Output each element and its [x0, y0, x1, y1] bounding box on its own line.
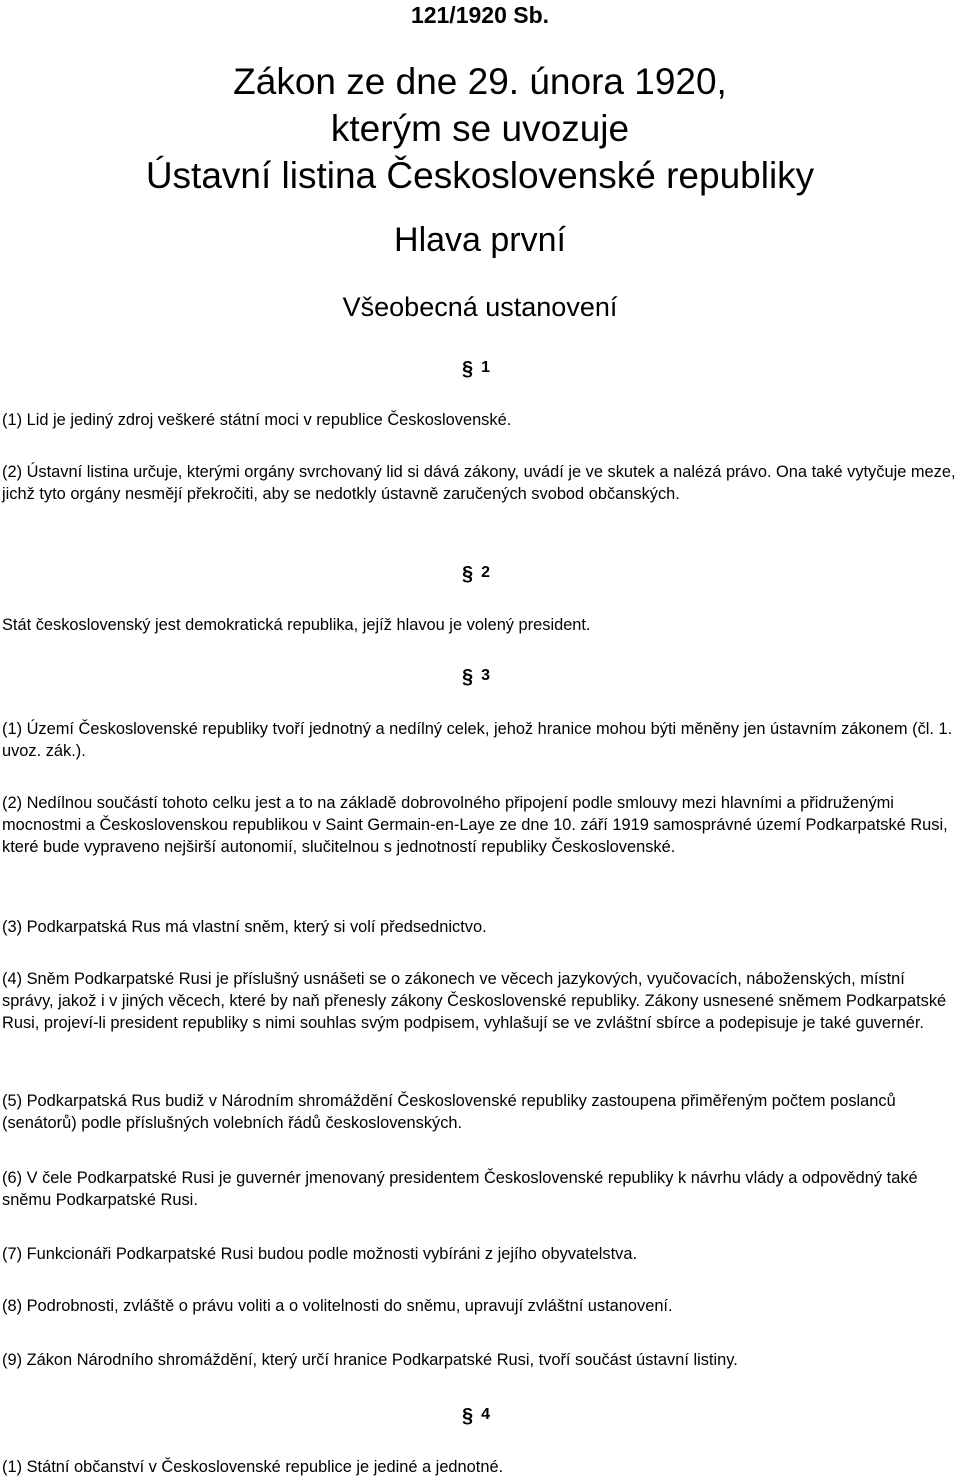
paragraph: (3) Podkarpatská Rus má vlastní sněm, který si volí předsednictvo.: [2, 918, 487, 936]
paragraph: (8) Podrobnosti, zvláště o právu voliti a o volitelnosti do sněmu, upravují zvláštní ustanovení.: [2, 1297, 673, 1315]
title-line: Zákon ze dne 29. února 1920,: [233, 61, 727, 102]
paragraph: (5) Podkarpatská Rus budiž v Národním shromáždění Československé republiky zastoupena přiměřeným počtem poslanců (senátorů) podle příslušných volebních řádů československých.: [2, 1092, 896, 1132]
section-heading-1: [462, 358, 490, 379]
paragraph: (1) Státní občanství v Československé republice je jediné a jednotné.: [2, 1458, 504, 1476]
section-sign: §: [462, 1405, 474, 1427]
section-number: 4: [481, 1406, 491, 1423]
chapter-subtitle: Všeobecná ustanovení: [342, 292, 618, 322]
section-number: 2: [481, 564, 491, 581]
paragraph: (1) Území Československé republiky tvoří jednotný a nedílný celek, jehož hranice mohou býti měněny jen ústavním zákonem (čl. 1. uvoz. zák.).: [2, 720, 953, 760]
section-heading-3: [462, 666, 490, 687]
title-line: kterým se uvozuje: [330, 108, 630, 149]
title-line: Ústavní listina Československé republiky: [145, 155, 815, 196]
section-number: 1: [481, 359, 491, 376]
section-heading-4: [462, 1405, 490, 1426]
section-heading-2: [462, 563, 490, 584]
paragraph: (9) Zákon Národního shromáždění, který určí hranice Podkarpatské Rusi, tvoří součást ústavní listiny.: [2, 1351, 738, 1369]
section-sign: §: [462, 358, 474, 380]
section-sign: §: [462, 666, 474, 688]
paragraph: (2) Nedílnou součástí tohoto celku jest a to na základě dobrovolného připojení podle smlouvy mezi hlavními a přidruženými mocnostmi a Československou republikou v Saint Germain-en-Laye ze dne 10. září 1919 samosprávné území Podkarpatské Rusi, které bude vypraveno nejširší autonomií, slučitelnou s jednotností republiky Československé.: [2, 794, 948, 856]
paragraph: (2) Ústavní listina určuje, kterými orgány svrchovaný lid si dává zákony, uvádí je ve skutek a nalézá právo. Ona také vytyčuje meze, jichž tyto orgány nesmějí překročiti, aby se nedotkly ústavně zaručených svobod občanských.: [2, 463, 956, 503]
paragraph: (7) Funkcionáři Podkarpatské Rusi budou podle možnosti vybíráni z jejího obyvatelstva.: [2, 1245, 638, 1263]
document-number: 121/1920 Sb.: [410, 2, 550, 28]
document-title: [0, 58, 960, 199]
paragraph: Stát československý jest demokratická republika, jejíž hlavou je volený president.: [2, 616, 591, 634]
chapter-heading: Hlava první: [394, 221, 566, 259]
paragraph: (6) V čele Podkarpatské Rusi je guvernér jmenovaný presidentem Československé republiky k návrhu vlády a odpovědný také sněmu Podkarpatské Rusi.: [2, 1169, 918, 1209]
section-number: 3: [481, 667, 491, 684]
paragraph: (4) Sněm Podkarpatské Rusi je příslušný usnášeti se o zákonech ve věcech jazykových, vyučovacích, náboženských, místní správy, jakož i v jiných věcech, které by naň přenesly zákony Československé republiky. Zákony usnesené sněmem Podkarpatské Rusi, projeví-li president republiky s nimi souhlas svým podpisem, vyhlašují se ve zvláštní sbírce a podepisuje je také guvernér.: [2, 970, 947, 1032]
paragraph: (1) Lid je jediný zdroj veškeré státní moci v republice Československé.: [2, 411, 512, 429]
section-sign: §: [462, 563, 474, 585]
